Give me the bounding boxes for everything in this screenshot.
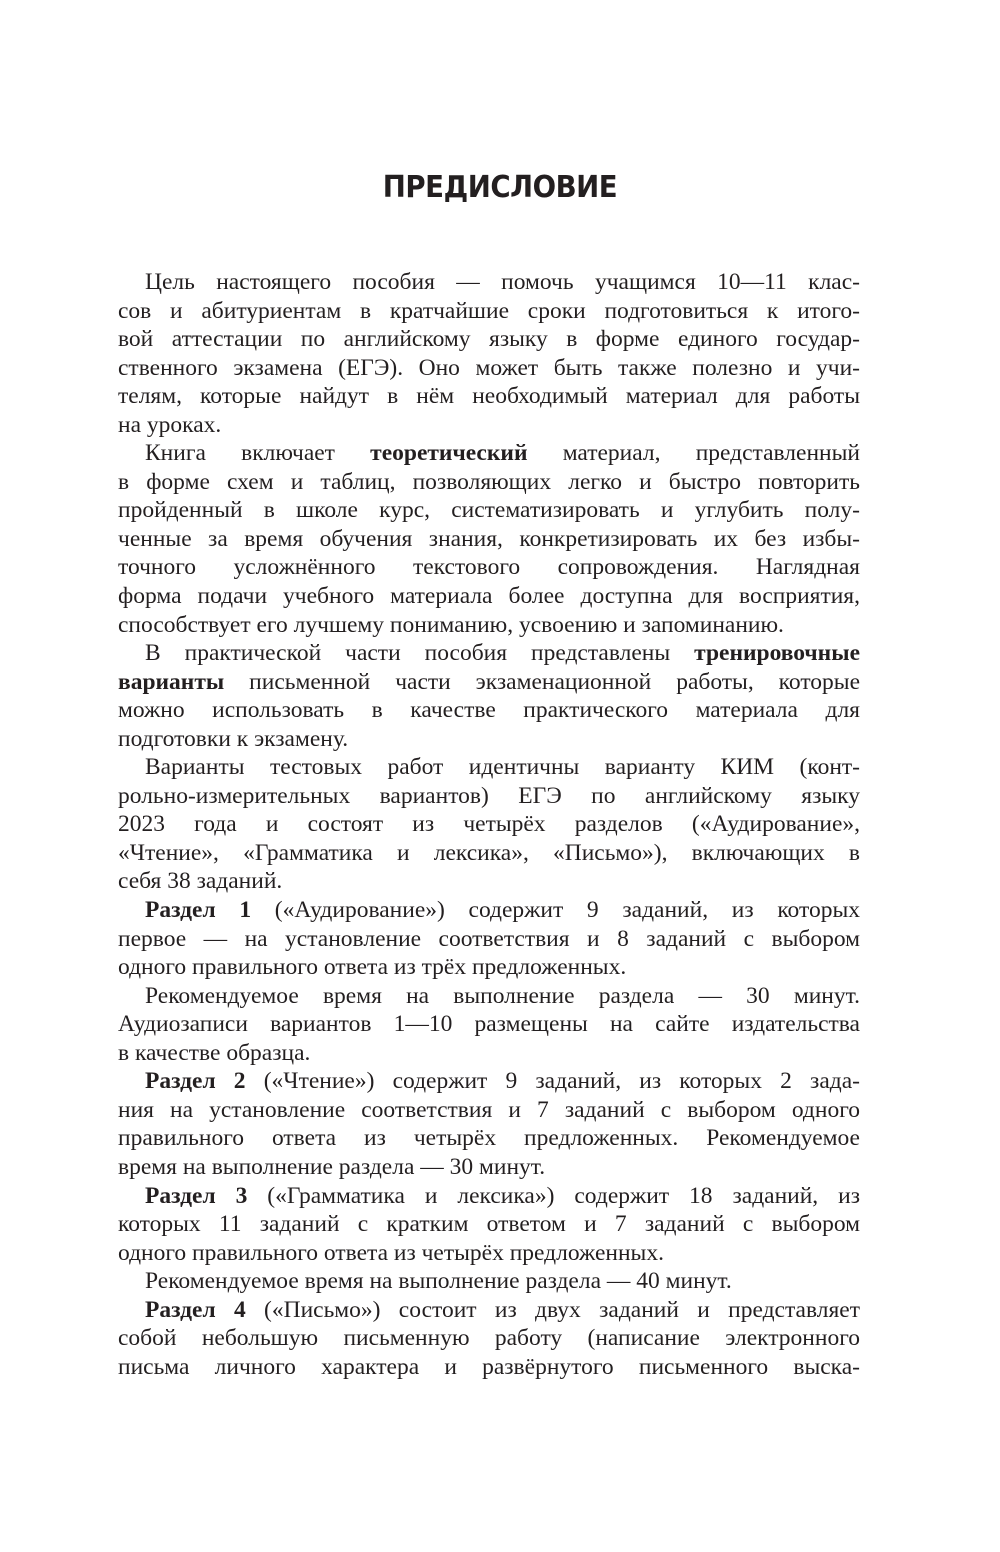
text-segment: («Чтение») содержит 9 заданий, из которых 2 зада- <box>245 1068 860 1095</box>
text-segment: которых 11 заданий с кратким ответом и 7 заданий с выбором <box>118 1211 860 1238</box>
bold-term: Раздел 3 <box>145 1182 248 1209</box>
text-line <box>118 1239 860 1268</box>
paragraph <box>118 639 860 753</box>
text-segment: Книга включает <box>145 440 371 467</box>
text-segment: вой аттестации по английскому языку в форме единого государ- <box>118 326 860 353</box>
text-line <box>118 553 860 582</box>
text-segment: форма подачи учебного материала более доступна для восприятия, <box>118 583 860 610</box>
text-line <box>118 468 860 497</box>
bold-term: теоретический <box>370 440 528 467</box>
text-line <box>118 382 860 411</box>
text-line <box>118 525 860 554</box>
text-segment: ченные за время обучения знания, конкретизировать их без избы- <box>118 525 860 552</box>
text-segment: правильного ответа из четырёх предложенных. Рекомендуемое <box>118 1125 860 1152</box>
text-line <box>118 810 860 839</box>
text-segment: Варианты тестовых работ идентичны варианту КИМ (конт- <box>145 754 860 781</box>
text-segment: пройденный в школе курс, систематизировать и углубить полу- <box>118 497 860 524</box>
bold-term: тренировочные <box>694 640 860 667</box>
text-line <box>118 668 860 697</box>
text-segment: собой небольшую письменную работу (написание электронного <box>118 1325 860 1352</box>
text-segment: ственного экзамена (ЕГЭ). Оно может быть также полезно и учи- <box>118 354 860 381</box>
text-line <box>118 1353 860 1382</box>
text-line <box>118 297 860 326</box>
text-line <box>118 696 860 725</box>
paragraph <box>118 268 860 439</box>
text-line <box>118 896 860 925</box>
page-title: ПРЕДИСЛОВИЕ <box>382 170 618 205</box>
text-line <box>118 411 860 440</box>
text-segment: можно использовать в качестве практического материала для <box>118 697 860 724</box>
text-segment: первое — на установление соответствия и 8 заданий с выбором <box>118 925 860 952</box>
text-segment: в качестве образца. <box>118 1039 311 1066</box>
text-segment: «Чтение», «Грамматика и лексика», «Письмо»), включающих в <box>118 839 860 866</box>
text-line <box>118 1182 860 1211</box>
text-line <box>118 839 860 868</box>
text-segment: сов и абитуриентам в кратчайшие сроки подготовиться к итого- <box>118 297 860 324</box>
text-line <box>118 1153 860 1182</box>
paragraph <box>118 439 860 639</box>
text-line <box>118 496 860 525</box>
text-segment: точного усложнённого текстового сопровождения. Наглядная <box>118 554 860 581</box>
text-line <box>118 1010 860 1039</box>
text-line <box>118 325 860 354</box>
paragraph <box>118 1182 860 1268</box>
paragraph <box>118 753 860 896</box>
paragraph <box>118 1296 860 1382</box>
text-line <box>118 782 860 811</box>
text-segment: письма личного характера и развёрнутого письменного выска- <box>118 1353 860 1380</box>
text-segment: Цель настоящего пособия — помочь учащимся 10—11 клас- <box>145 269 860 295</box>
text-line <box>118 1067 860 1096</box>
text-line <box>118 439 860 468</box>
text-line <box>118 1039 860 1068</box>
text-line <box>118 725 860 754</box>
text-segment: способствует его лучшему пониманию, усвоению и запоминанию. <box>118 611 784 638</box>
text-segment: Рекомендуемое время на выполнение раздела — 30 минут. <box>145 982 860 1009</box>
text-line <box>118 953 860 982</box>
text-segment: 2023 года и состоят из четырёх разделов («Аудирование», <box>118 811 860 838</box>
text-line <box>118 1096 860 1125</box>
text-line <box>118 1124 860 1153</box>
text-line <box>118 1296 860 1325</box>
text-segment: («Грамматика и лексика») содержит 18 заданий, из <box>247 1182 860 1209</box>
text-segment: Рекомендуемое время на выполнение раздела — 40 минут. <box>145 1268 732 1295</box>
text-line <box>118 354 860 383</box>
text-line <box>118 1267 860 1296</box>
bold-term: Раздел 1 <box>145 897 252 924</box>
text-segment: себя 38 заданий. <box>118 868 283 895</box>
text-line <box>118 1324 860 1353</box>
text-segment: Аудиозаписи вариантов 1—10 размещены на сайте издательства <box>118 1011 860 1038</box>
text-line <box>118 1210 860 1239</box>
body-text <box>118 268 860 1381</box>
text-segment: В практической части пособия представлены <box>145 640 695 667</box>
text-line <box>118 582 860 611</box>
text-line <box>118 982 860 1011</box>
text-segment: рольно-измерительных вариантов) ЕГЭ по английскому языку <box>118 782 860 809</box>
text-segment: письменной части экзаменационной работы, которые <box>224 668 860 695</box>
text-segment: («Аудирование») содержит 9 заданий, из которых <box>251 897 860 924</box>
text-line <box>118 753 860 782</box>
text-line <box>118 611 860 640</box>
text-segment: одного правильного ответа из трёх предложенных. <box>118 954 627 981</box>
text-segment: телям, которые найдут в нём необходимый материал для работы <box>118 383 860 410</box>
text-segment: подготовки к экзамену. <box>118 725 349 752</box>
text-segment: в форме схем и таблиц, позволяющих легко и быстро повторить <box>118 468 860 495</box>
paragraph <box>118 896 860 982</box>
text-segment: одного правильного ответа из четырёх предложенных. <box>118 1239 664 1266</box>
text-segment: материал, представленный <box>527 440 860 467</box>
text-segment: на уроках. <box>118 411 222 438</box>
bold-term: Раздел 4 <box>145 1296 246 1323</box>
bold-term: варианты <box>118 668 225 695</box>
bold-term: Раздел 2 <box>145 1068 246 1095</box>
paragraph <box>118 1267 860 1296</box>
text-segment: («Письмо») состоит из двух заданий и представляет <box>245 1296 860 1323</box>
paragraph <box>118 1067 860 1181</box>
text-line <box>118 925 860 954</box>
paragraph <box>118 982 860 1068</box>
text-line <box>118 867 860 896</box>
text-segment: время на выполнение раздела — 30 минут. <box>118 1153 546 1180</box>
text-segment: ния на установление соответствия и 7 заданий с выбором одного <box>118 1096 860 1123</box>
text-line <box>118 639 860 668</box>
text-line <box>118 268 860 297</box>
